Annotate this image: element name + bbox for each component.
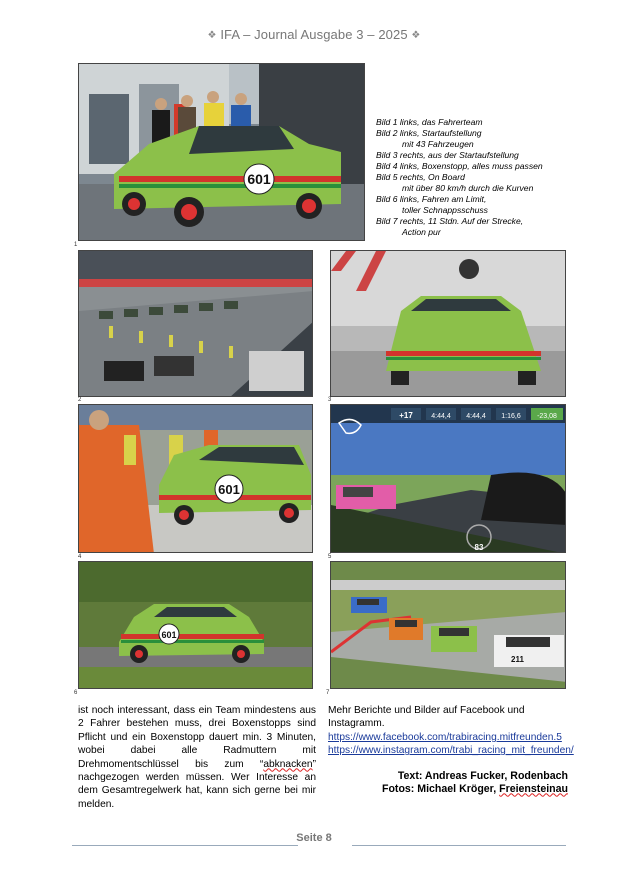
photo-number: 1	[74, 242, 78, 248]
article-text-right	[328, 704, 574, 796]
photo-number: 7	[326, 690, 330, 696]
photo-green-car	[330, 250, 566, 397]
photo-number: 6	[74, 690, 78, 696]
onboard-speed: 83	[474, 543, 484, 552]
footer-divider	[352, 845, 566, 846]
page-header	[0, 27, 628, 42]
photo-credit-place: Freiensteinau	[499, 782, 568, 795]
onboard-delta: -23,08	[537, 413, 557, 420]
facebook-link[interactable]: https://www.facebook.com/trabiracing.mitfreunden.5	[328, 731, 562, 743]
caption-line: Bild 1 links, das Fahrerteam	[376, 117, 483, 127]
text-credit: Text: Andreas Fucker, Rodenbach	[397, 769, 568, 782]
caption-line: Bild 7 rechts, 11 Stdn. Auf der Strecke,	[376, 216, 524, 226]
credits	[328, 770, 568, 796]
car-number-label: 601	[247, 171, 271, 187]
article-text-left	[78, 704, 316, 811]
footer-divider	[72, 845, 298, 846]
car-number-label: 211	[511, 655, 524, 664]
photo-onboard	[330, 404, 566, 553]
photo-number: 4	[78, 554, 82, 560]
photo-credit	[328, 783, 568, 796]
caption-line: Bild 2 links, Startaufstellung	[376, 128, 482, 138]
car-number-label: 601	[218, 482, 240, 497]
photo-captions	[376, 117, 576, 238]
caption-line: Bild 4 links, Boxenstopp, alles muss passen	[376, 161, 543, 171]
diamond-icon: ❖	[207, 30, 217, 41]
onboard-best: 4:44,4	[431, 413, 451, 420]
diamond-icon: ❖	[411, 30, 421, 41]
journal-title: IFA – Journal Ausgabe 3 – 2025	[220, 27, 408, 42]
page-number: Seite 8	[296, 832, 332, 844]
photo-at-limit	[78, 561, 313, 689]
photo-pit-stop	[78, 404, 313, 553]
onboard-gap: +17	[399, 411, 413, 420]
caption-line: Action pur	[402, 227, 441, 237]
article-text: ” nachgezogen werden müssen. Wer Interesse an dem Gesamtregelwerk hat, kann sich gerne bei mir melden.	[78, 758, 316, 810]
caption-line: mit 43 Fahrzeugen	[402, 139, 474, 149]
photo-credit-prefix: Fotos: Michael Kröger,	[381, 782, 500, 795]
caption-line: Bild 3 rechts, aus der Startaufstellung	[376, 150, 519, 160]
instagram-link[interactable]: https://www.instagram.com/trabi_racing_mit_freunden/	[328, 745, 574, 757]
article-text: ist noch interessant, dass ein Team mindestens aus 2 Fahrer bestehen muss, drei Boxenstopps sind Pflicht und ein Boxenstopp dauert min. 3 Minuten, wobei dabei alle Radmuttern mit Drehmomentschlüssel bis zum “	[78, 705, 316, 770]
photo-racing	[330, 561, 566, 689]
article-text-flagged: abknacken	[263, 758, 313, 770]
onboard-last: 4:44,4	[466, 413, 486, 420]
caption-line: Bild 5 rechts, On Board	[376, 172, 465, 182]
photo-starting-grid	[78, 250, 313, 397]
photo-number: 3	[328, 397, 332, 403]
photo-number: 2	[78, 397, 82, 403]
car-number-label: 601	[161, 630, 177, 640]
caption-line: Bild 6 links, Fahren am Limit,	[376, 194, 487, 204]
photo-team	[78, 63, 365, 241]
caption-line: toller Schnappsschuss	[402, 205, 488, 215]
photo-number: 5	[328, 554, 332, 560]
onboard-current: 1:16,6	[501, 413, 521, 420]
caption-line: mit über 80 km/h durch die Kurven	[402, 183, 534, 193]
social-intro: Mehr Berichte und Bilder auf Facebook und Instagramm.	[328, 705, 525, 730]
